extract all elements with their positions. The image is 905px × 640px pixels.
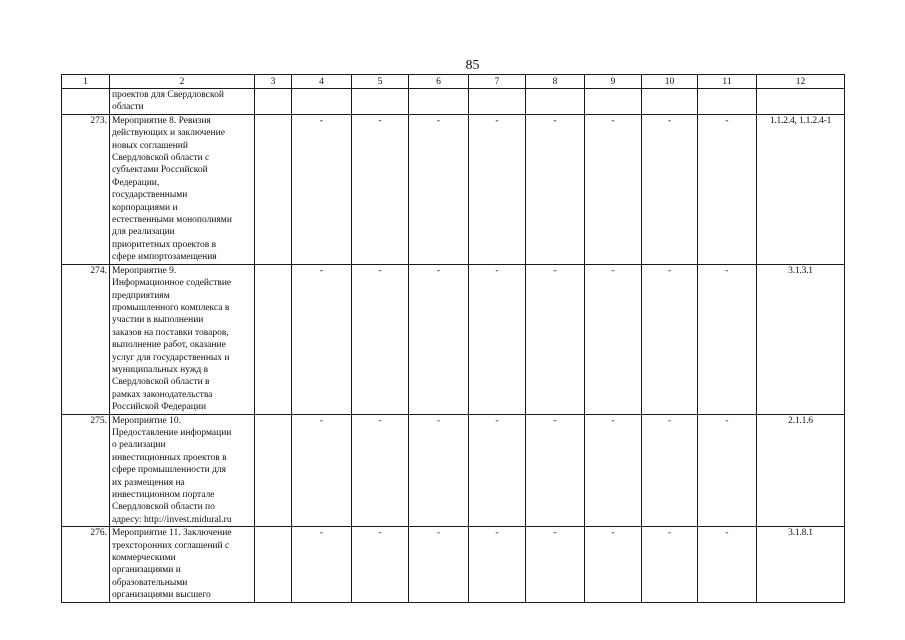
column-header: 11: [698, 75, 757, 89]
table-row: [62, 527, 845, 602]
value-cell-c7: -: [469, 414, 526, 527]
column-header: 2: [110, 75, 255, 89]
value-cell-c11: -: [698, 414, 757, 527]
value-cell-c5: -: [352, 114, 409, 264]
table-body: [62, 75, 845, 603]
target-indicator-ref: 3.1.3.1: [757, 264, 845, 414]
column-header: 7: [469, 75, 526, 89]
value-cell-c6: -: [409, 264, 469, 414]
value-cell-c11: -: [698, 264, 757, 414]
value-cell-c5: -: [352, 264, 409, 414]
value-cell-c7: -: [469, 114, 526, 264]
activity-name-cell: [110, 527, 255, 602]
activity-name: проектов для Свердловской области: [112, 90, 224, 113]
program-table: [61, 74, 845, 603]
column-header: 5: [352, 75, 409, 89]
value-cell-c6: -: [409, 114, 469, 264]
row-number: 275.: [62, 414, 110, 527]
value-cell-c7: [469, 89, 526, 115]
value-cell-c6: -: [409, 527, 469, 602]
value-cell-c4: -: [292, 414, 352, 527]
target-indicator-ref: 3.1.8.1: [757, 527, 845, 602]
activity-name: Мероприятие 9. Информационное содействие предприятиям промышленного комплекса в участии в выполнении заказов на поставки товаров, выполнение работ, оказание услуг для государственных и муниципальных нужд в Свердловской области в рамках законодательства Российской Федерации: [112, 265, 232, 413]
target-indicator-ref: [757, 89, 845, 115]
value-cell-c7: -: [469, 527, 526, 602]
value-cell-c8: -: [526, 264, 585, 414]
row-number: 276.: [62, 527, 110, 602]
activity-name-cell: [110, 89, 255, 115]
value-cell-c8: -: [526, 414, 585, 527]
activity-name-cell: [110, 414, 255, 527]
value-cell-c5: [352, 89, 409, 115]
value-cell-c10: -: [642, 114, 698, 264]
activity-name-cell: [110, 114, 255, 264]
column-header: 12: [757, 75, 845, 89]
column-header: 4: [292, 75, 352, 89]
activity-name-cell: [110, 264, 255, 414]
target-indicator-ref: 2.1.1.6: [757, 414, 845, 527]
value-cell-c9: -: [585, 264, 642, 414]
value-cell-c11: -: [698, 114, 757, 264]
activity-name: Мероприятие 11. Заключение трехсторонних соглашений с коммерческими организациями и образовательными организациями высшего: [112, 528, 232, 601]
column-header-row: [62, 75, 845, 89]
column-header: 10: [642, 75, 698, 89]
row-number: 273.: [62, 114, 110, 264]
value-cell-c3: [255, 114, 292, 264]
value-cell-c3: [255, 264, 292, 414]
value-cell-c7: -: [469, 264, 526, 414]
value-cell-c9: -: [585, 527, 642, 602]
page-number: 85: [465, 58, 480, 73]
value-cell-c3: [255, 89, 292, 115]
value-cell-c3: [255, 527, 292, 602]
value-cell-c5: -: [352, 414, 409, 527]
value-cell-c4: -: [292, 114, 352, 264]
target-indicator-ref: 1.1.2.4, 1.1.2.4-1: [757, 114, 845, 264]
value-cell-c4: -: [292, 264, 352, 414]
value-cell-c10: -: [642, 527, 698, 602]
value-cell-c6: -: [409, 414, 469, 527]
row-number: 274.: [62, 264, 110, 414]
column-header: 9: [585, 75, 642, 89]
row-number: [62, 89, 110, 115]
column-header: 3: [255, 75, 292, 89]
value-cell-c3: [255, 414, 292, 527]
table-row: [62, 414, 845, 527]
value-cell-c11: [698, 89, 757, 115]
value-cell-c6: [409, 89, 469, 115]
value-cell-c10: -: [642, 264, 698, 414]
table-row: [62, 89, 845, 115]
activity-name: Мероприятие 10. Предоставление информации о реализации инвестиционных проектов в сфере промышленности для их размещения на инвестиционном портале Свердловской области по адресу: http://invest.midural.ru: [112, 415, 232, 525]
value-cell-c9: -: [585, 114, 642, 264]
activity-name: Мероприятие 8. Ревизия действующих и заключение новых соглашений Свердловской области с субъектами Российской Федерации, государственными корпорациями и естественными монополиями для реализации приоритетных проектов в сфере импортозамещения: [112, 115, 232, 263]
value-cell-c4: -: [292, 527, 352, 602]
table-row: [62, 264, 845, 414]
value-cell-c9: -: [585, 414, 642, 527]
value-cell-c10: [642, 89, 698, 115]
column-header: 1: [62, 75, 110, 89]
value-cell-c8: -: [526, 114, 585, 264]
value-cell-c4: [292, 89, 352, 115]
value-cell-c11: -: [698, 527, 757, 602]
value-cell-c8: -: [526, 527, 585, 602]
column-header: 6: [409, 75, 469, 89]
column-header: 8: [526, 75, 585, 89]
value-cell-c9: [585, 89, 642, 115]
value-cell-c8: [526, 89, 585, 115]
value-cell-c10: -: [642, 414, 698, 527]
table-row: [62, 114, 845, 264]
value-cell-c5: -: [352, 527, 409, 602]
